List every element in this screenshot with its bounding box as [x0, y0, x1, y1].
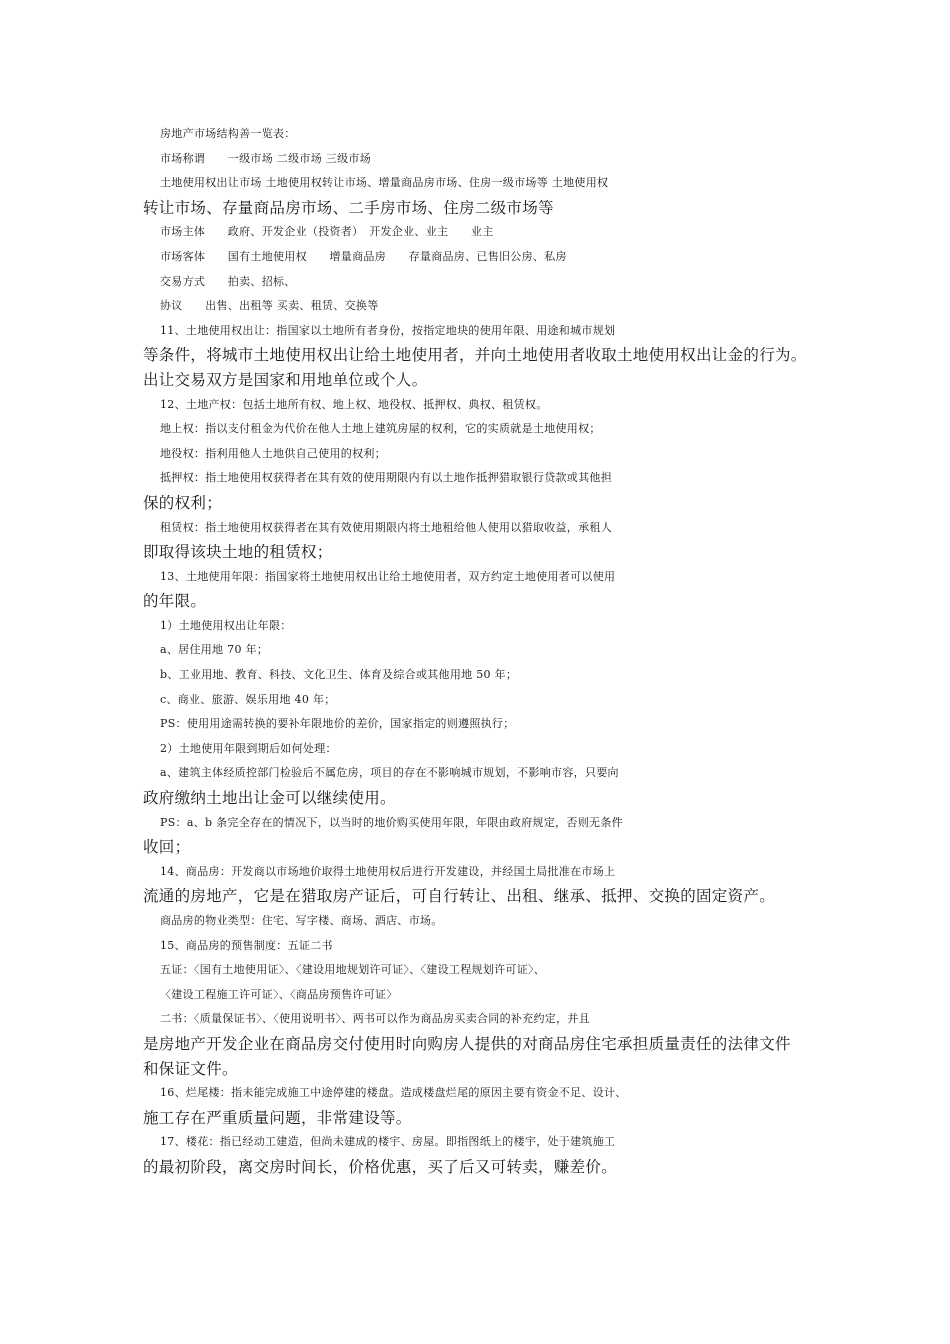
text-line: 出让交易双方是国家和用地单位或个人。	[143, 370, 428, 389]
text-line: 16、烂尾楼：指未能完成施工中途停建的楼盘。造成楼盘烂尾的原因主要有资金不足、设计、	[160, 1086, 627, 1100]
text-line: 二书：〈质量保证书〉、〈使用说明书〉、两书可以作为商品房买卖合同的补充约定，并且	[160, 1012, 590, 1026]
text-line: PS：使用用途需转换的要补年限地价的差价，国家指定的则遵照执行；	[160, 717, 515, 731]
text-line: 12、土地产权：包括土地所有权、地上权、地役权、抵押权、典权、租赁权。	[160, 397, 548, 411]
text-line: 的年限。	[143, 592, 207, 611]
text-line: 地上权：指以支付租金为代价在他人土地上建筑房屋的权利，它的实质就是土地使用权；	[160, 422, 601, 436]
text-line: 2）土地使用年限到期后如何处理：	[160, 741, 337, 755]
text-line: a、建筑主体经质控部门检验后不属危房，项目的存在不影响城市规划，不影响市容，只要向	[160, 766, 619, 780]
text-line: c、商业、旅游、娱乐用地 40 年；	[160, 692, 336, 706]
text-line: 转让市场、存量商品房市场、二手房市场、住房二级市场等	[143, 198, 554, 217]
text-line: 1）土地使用权出让年限：	[160, 618, 292, 632]
text-line: 协议 出售、出租等 买卖、租赁、交换等	[160, 299, 379, 313]
text-line: 和保证文件。	[143, 1059, 238, 1078]
text-line: 土地使用权出让市场 土地使用权转让市场、增量商品房市场、住房一级市场等 土地使用权	[160, 176, 609, 190]
text-line: 地役权：指利用他人土地供自己使用的权利；	[160, 446, 386, 460]
text-line: 17、楼花：指已经动工建造，但尚未建成的楼宇、房屋。即指图纸上的楼宇，处于建筑施工	[160, 1135, 616, 1149]
text-line: 流通的房地产，它是在猎取房产证后，可自行转让、出租、继承、抵押、交换的固定资产。	[143, 887, 776, 906]
text-line: 市场称谓 一级市场 二级市场 三级市场	[160, 151, 371, 165]
text-line: 租赁权：指土地使用权获得者在其有效使用期限内将土地租给他人使用以猎取收益，承租人	[160, 520, 612, 534]
text-line: 收回；	[143, 838, 191, 857]
text-line: 施工存在严重质量问题，非常建设等。	[143, 1108, 412, 1127]
text-line: 11、土地使用权出让：指国家以土地所有者身份，按指定地块的使用年限、用途和城市规划	[160, 323, 616, 337]
text-line: 抵押权：指土地使用权获得者在其有效的使用期限内有以土地作抵押猎取银行贷款或其他担	[160, 471, 612, 485]
text-line: 政府缴纳土地出让金可以继续使用。	[143, 789, 396, 808]
text-line: 〈建设工程施工许可证〉、〈商品房预售许可证〉	[160, 987, 398, 1001]
text-line: 五证：〈国有土地使用证〉、〈建设用地规划许可证〉、〈建设工程规划许可证〉、	[160, 963, 546, 977]
text-line: 的最初阶段，离交房时间长，价格优惠，买了后又可转卖，赚差价。	[143, 1157, 618, 1176]
text-line: 保的权利；	[143, 493, 223, 512]
text-line: 是房地产开发企业在商品房交付使用时向购房人提供的对商品房住宅承担质量责任的法律文件	[143, 1034, 791, 1053]
text-line: 即取得该块土地的租赁权；	[143, 543, 333, 562]
text-line: 14、商品房：开发商以市场地价取得土地使用权后进行开发建设，并经国土局批准在市场上	[160, 864, 616, 878]
text-line: 等条件，将城市土地使用权出让给土地使用者，并向土地使用者收取土地使用权出让金的行为。	[143, 346, 807, 365]
text-line: 市场客体 国有土地使用权 增量商品房 存量商品房、已售旧公房、私房	[160, 249, 567, 263]
text-line: 15、商品房的预售制度：五证二书	[160, 938, 333, 952]
text-line: 交易方式 拍卖、招标、	[160, 274, 296, 288]
text-line: 房地产市场结构善一览表：	[160, 127, 296, 140]
text-line: 商品房的物业类型：住宅、写字楼、商场、酒店、市场。	[160, 914, 443, 927]
text-line: a、居住用地 70 年；	[160, 643, 269, 657]
text-line: PS：a、b 条完全存在的情况下，以当时的地价购买使用年限，年限由政府规定，否则无条件	[160, 815, 623, 829]
text-line: b、工业用地、教育、科技、文化卫生、体育及综合或其他用地 50 年；	[160, 668, 518, 682]
document-body	[143, 122, 813, 1180]
text-line: 市场主体 政府、开发企业（投资者） 开发企业、业主 业主	[160, 225, 494, 239]
text-line: 13、土地使用年限：指国家将土地使用权出让给土地使用者，双方约定土地使用者可以使用	[160, 569, 616, 583]
